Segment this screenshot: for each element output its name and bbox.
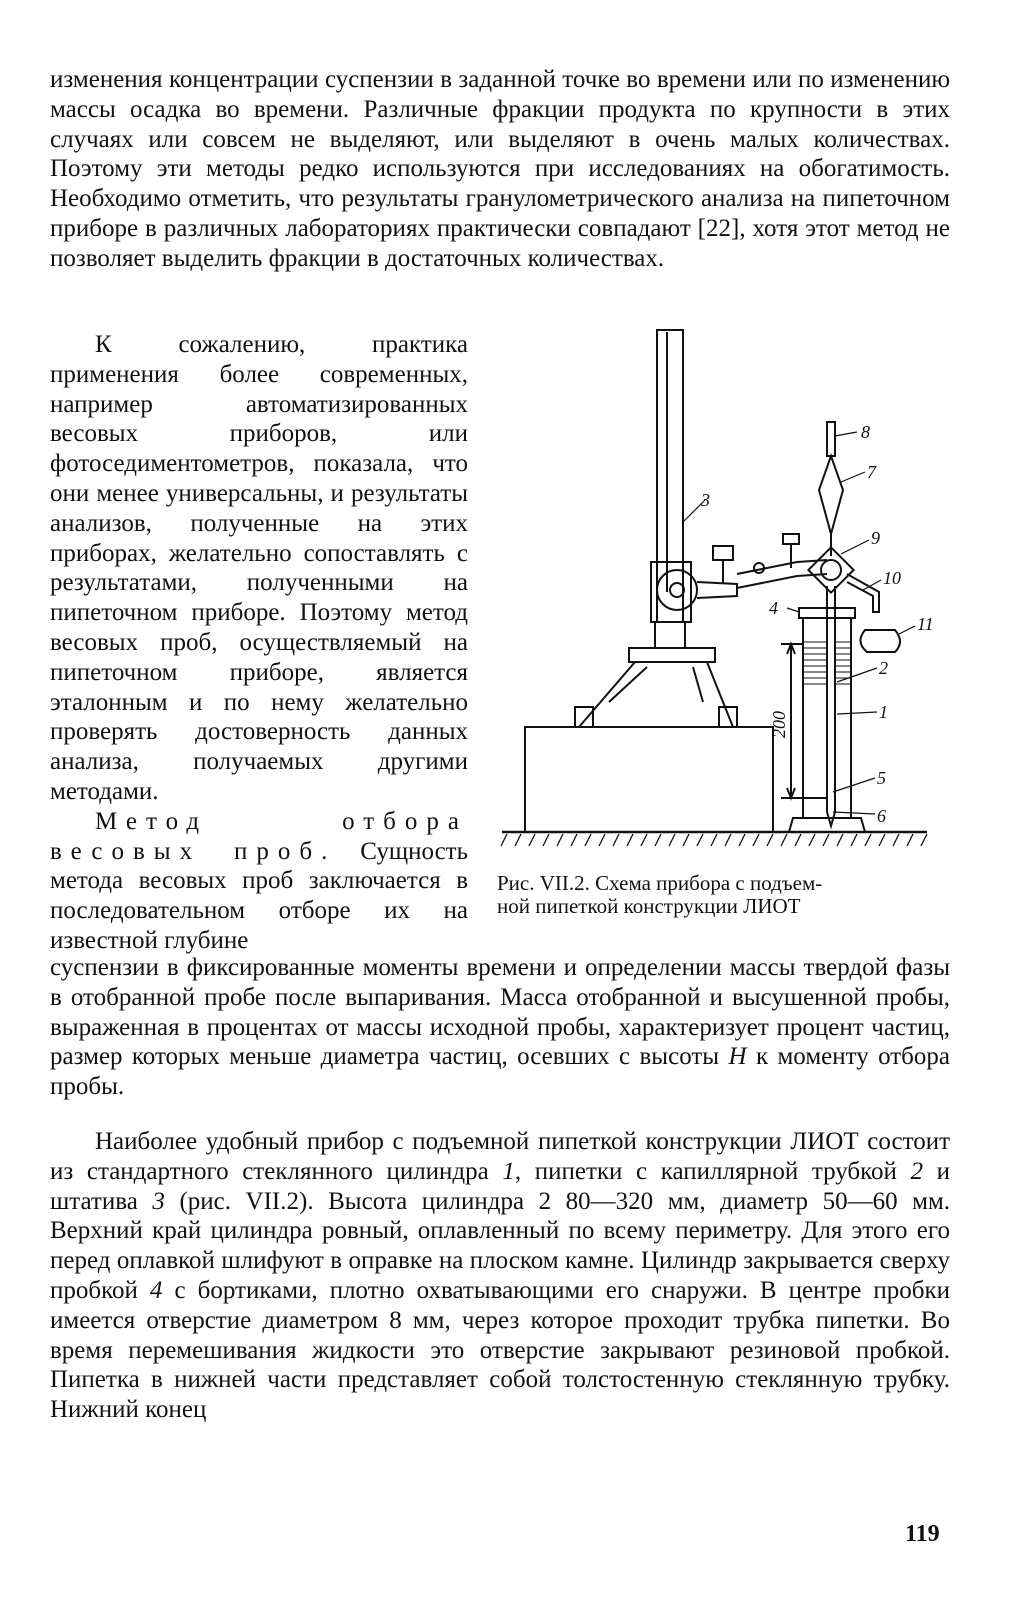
label-8: 8 [861, 422, 870, 442]
label-1: 1 [879, 702, 888, 722]
method-text-end: к моменту отбора пробы. [50, 1043, 951, 1101]
left-column [50, 330, 468, 956]
ref-num-3: 3 [152, 1187, 165, 1215]
label-3: 3 [701, 490, 710, 510]
page-number: 119 [905, 1521, 940, 1547]
ref-num-1: 1 [502, 1157, 515, 1185]
method-heading: Метод отбора весовых проб. [50, 807, 468, 865]
label-9: 9 [871, 528, 880, 548]
last-text-2: , пипетки с капиллярной трубкой [514, 1157, 897, 1185]
label-6: 6 [877, 806, 886, 826]
last-text-5: с бортиками, плотно охватывающими его снаружи. В центре пробки имеется отверстие диаметром 8 мм, через которое проходит трубка пипетки. Во время перемешивания жидкости это отверстие закрывают резиновой пробкой. Пипетка в нижней части представляет собой толстостенную стеклянную трубку. Нижний конец [50, 1276, 950, 1424]
label-11: 11 [917, 614, 934, 634]
last-text-4: (рис. VII.2). Высота цилиндра 2 80—320 мм, диаметр 50—60 мм. Верхний край цилиндра ровный, оплавленный по всему периметру. Для этого его перед оплавкой шлифуют в оправке на плоском камне. Цилиндр закрывается сверху пробкой [50, 1187, 951, 1304]
label-2: 2 [879, 658, 888, 678]
method-paragraph-continued [50, 953, 950, 1102]
label-10: 10 [883, 568, 901, 588]
apparatus-diagram [497, 322, 957, 852]
figure-caption [497, 872, 957, 918]
label-4: 4 [769, 598, 778, 618]
caption-line-2: ной пипеткой конструкции ЛИОТ [497, 894, 801, 918]
ref-num-2: 2 [910, 1157, 924, 1185]
method-variable: H [728, 1043, 747, 1071]
figure-apparatus [497, 322, 957, 852]
top-paragraph: изменения концентрации суспензии в заданной точке во времени или по изменению массы осадка во времени. Различные фракции продукта по крупности в этих случаях или совсем не выделяют, или выделяют в очень малых количествах. Поэтому эти методы редко используются при исследованиях на обогатимость. Необходимо отметить, что результаты гранулометрического анализа на пипеточном приборе в различных лабораториях практически совпадают [22], хотя этот метод не позволяет выделить фракции в достаточных количествах. [50, 66, 950, 272]
left-paragraph: К сожалению, практика применения более современных, например автоматизированных весовых приборов, или фотоседиментометров, показала, что они менее универсальны, и результаты анализов, полученные на этих приборах, желательно сопоставлять с результатами, полученными на пипеточном приборе. Поэтому метод весовых проб, осуществляемый на пипеточном приборе, является эталонным и по нему желательно проверять достоверность данных анализа, получаемых другими методами. [50, 331, 468, 805]
caption-line-1: Рис. VII.2. Схема прибора с подъем- [497, 871, 823, 895]
last-text-3: и штатива [50, 1157, 951, 1215]
last-text-1: Наиболее удобный прибор с подъемной пипеткой конструкции ЛИОТ состоит из стандартного стеклянного цилиндра [50, 1128, 950, 1185]
label-7: 7 [867, 462, 876, 482]
ref-num-4: 4 [149, 1276, 163, 1304]
last-paragraph [50, 1127, 950, 1425]
dimension-200: 200 [769, 711, 789, 738]
method-text-full: суспензии в фиксированные моменты времени и определении массы твердой фазы в отобранной пробе после выпаривания. Масса отобранной и высушенной пробы, выраженная в процентах от массы исходной пробы, характеризует процент частиц, размер которых меньше диаметра частиц, осевших с высоты [50, 954, 950, 1071]
method-paragraph-start [50, 807, 468, 956]
label-5: 5 [877, 768, 886, 788]
method-text-left: Сущность метода весовых проб заключается в последовательном отборе их на известной глубине [50, 837, 468, 954]
